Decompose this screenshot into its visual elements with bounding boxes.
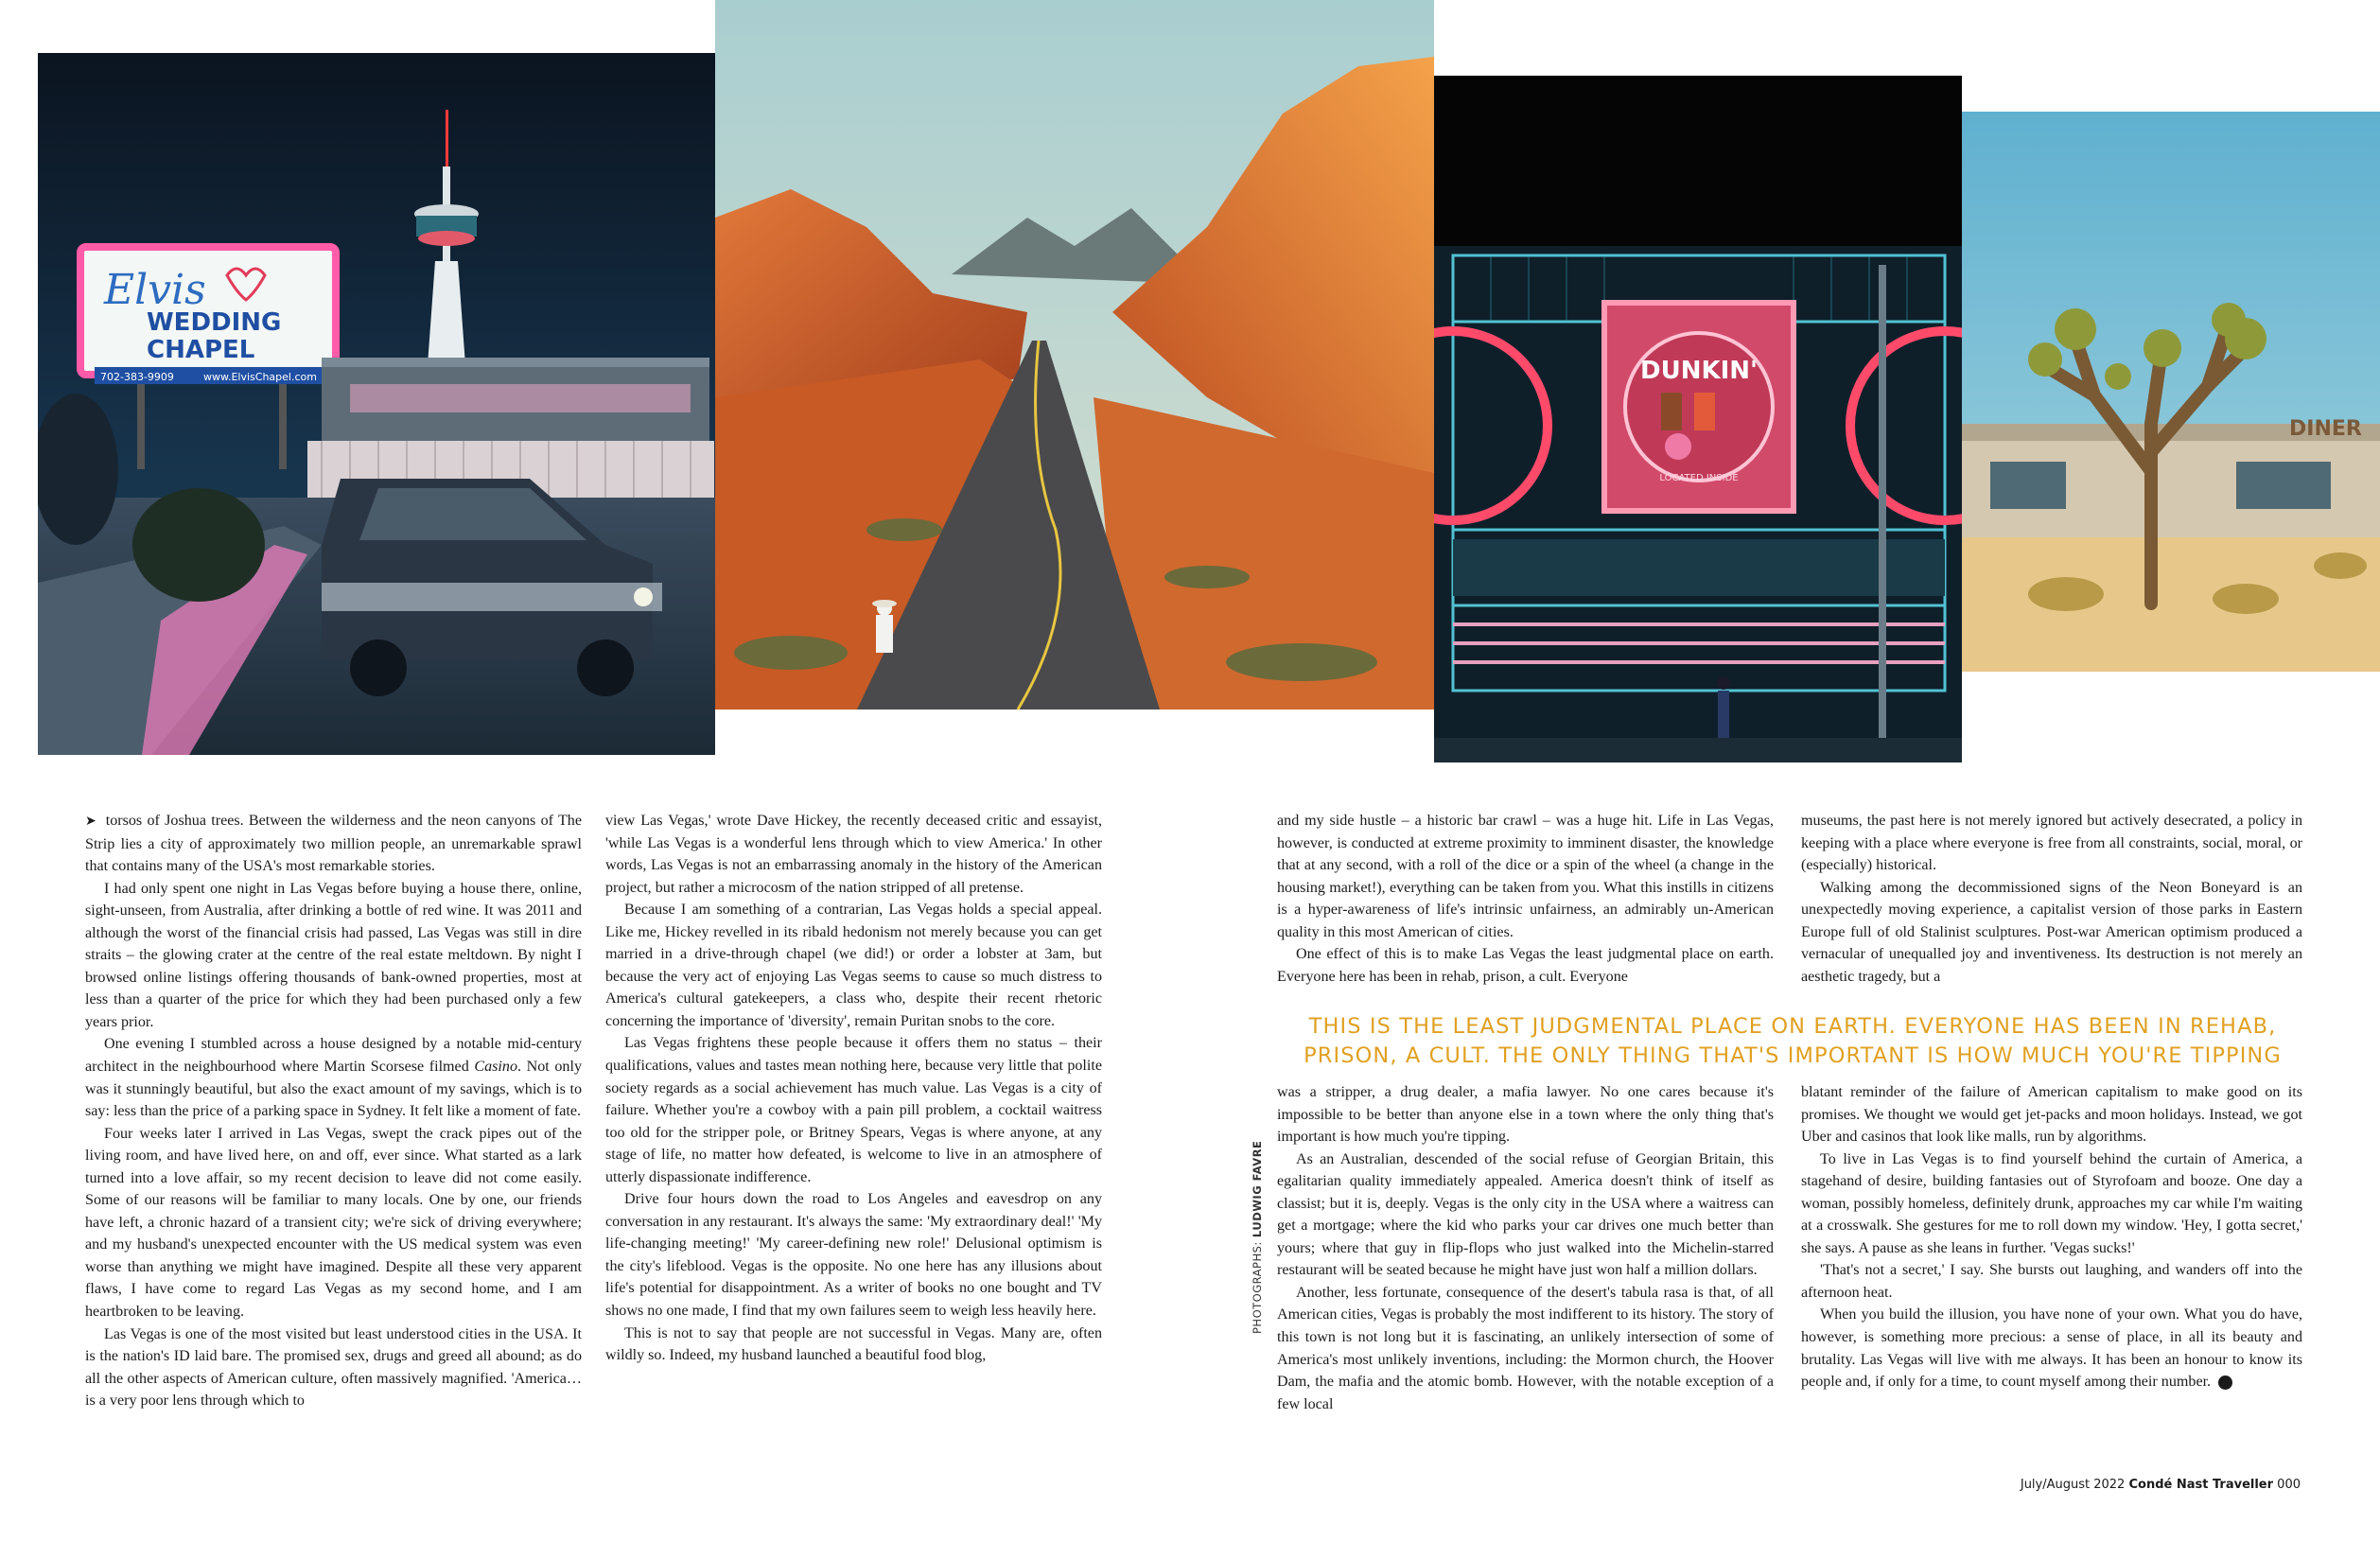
paragraph: and my side hustle – a historic bar crawl – was a huge hit. Life in Las Vegas, however, is conducted at extreme proximity to imminent disaster, the knowledge that at any second, with a roll of the dice or a spin of the wheel (a change in the housing market!), everything can be taken from you. What this instills in citizens is a hyper-awareness of life's intrinsic unfairness, an admirably un-American quality in this most American of cities. (1277, 813, 1774, 940)
chapel-sign-wedding: WEDDING (147, 308, 282, 337)
article-column-2 (605, 810, 1102, 1367)
article-column-1 (85, 810, 582, 1412)
diner-sign-text: DINER (2289, 417, 2362, 441)
paragraph: Drive four hours down the road to Los Angeles and eavesdrop on any conversation in any restaurant. It's always the same: 'My extraordinary deal!' 'My life-changing meeting!' 'My career-defining new role!' Delusional optimism is the city's lifeblood. Vegas is the opposite. No one here has any illusions about life's potential for disappointment. As a writer of books no one bought and TV shows no one made, I find that my own failures seem to weigh less heavily here. (605, 1191, 1102, 1320)
article-column-3-top (1277, 810, 1774, 988)
photo-dunkin-neon (1434, 76, 1962, 762)
folio-date: July/August 2022 (2020, 1478, 2126, 1492)
chapel-sign-chapel: CHAPEL (147, 336, 255, 364)
pull-quote-line-1: THIS IS THE LEAST JUDGMENTAL PLACE ON EARTH. EVERYONE HAS BEEN IN REHAB, (1308, 1014, 2277, 1039)
photo-credit-name: LUDWIG FAVRE (1251, 1140, 1264, 1238)
chapel-sign-web: www.ElvisChapel.com (203, 371, 317, 383)
paragraph: When you build the illusion, you have none of your own. What you do have, however, is something more precious: a sense of place, in all its beauty and brutality. Las Vegas will live with me always. It has been an honour to know its people and, if only for a time, to count myself among their number. T (1801, 1306, 2302, 1391)
paragraph: This is not to say that people are not successful in Vegas. Many are, often wildly so. Indeed, my husband launched a beautiful food blog, (605, 1324, 1102, 1364)
folio-page: 000 (2277, 1478, 2301, 1492)
photo-credit (1251, 1141, 1264, 1334)
paragraph: view Las Vegas,' wrote Dave Hickey, the recently deceased critic and essayist, 'while Las Vegas is a wonderful lens through which to view America.' In other words, Las Vegas is not an embarrassing anomaly in the history of the American project, but rather a microcosm of the nation stripped of all pretense. (605, 813, 1102, 896)
paragraph: Because I am something of a contrarian, Las Vegas holds a special appeal. Like me, Hickey revelled in its ribald hedonism not merely because you can get married in a drive-through chapel (we did!) or order a lobster at 3am, but because the very act of enjoying Las Vegas seems to cause so much distress to America's cultural gatekeepers, a class who, despite their recent rhetoric concerning the importance of 'diversity', remain Puritan snobs to the core. (605, 902, 1102, 1029)
pull-quote-line-2: PRISON, A CULT. THE ONLY THING THAT'S IMPORTANT IS HOW MUCH YOU'RE TIPPING (1304, 1043, 2282, 1068)
pull-quote (1296, 1012, 2289, 1071)
paragraph: museums, the past here is not merely ignored but actively desecrated, a policy in keeping with a place where everyone is free from all constraints, social, moral, or (especially) historical. (1801, 813, 2302, 874)
paragraph: Walking among the decommissioned signs of the Neon Boneyard is an unexpectedly moving experience, a capitalist version of those parks in Eastern Europe full of old Stalinist sculptures. Post-war American optimism produced a vernacular of unequalled joy and inventiveness. Its destruction is not merely an aesthetic tragedy, but a (1801, 879, 2302, 985)
paragraph: Las Vegas frightens these people because it offers them no status – their qualifications, values and tastes mean nothing here, because very little that polite society regards as a social achievement has much value. Las Vegas is a city of failure. Whether you're a cowboy with a pain pill problem, a cocktail waitress too old for the stripper pole, or Britney Spears, Vegas is where anyone, at any stage of life, no matter how defeated, is welcome to live in an atmosphere of utterly dispassionate indifference. (605, 1035, 1102, 1185)
paragraph: ➤ torsos of Joshua trees. Between the wilderness and the neon canyons of The Strip lies a city of approximately two million people, an unremarkable sprawl that contains many of the USA's most remarkable stories. (85, 813, 582, 875)
paragraph: As an Australian, descended of the social refuse of Georgian Britain, this egalitarian quality immediately appealed. America doesn't think of itself as classist; but it is, deeply. Vegas is the only city in the USA where a waitress can get a mortgage; where the kid who parks your car drives one much better than yours; where that guy in flip-flops who just walked into the Michelin-starred restaurant will be seated because he might have just won half a million dollars. (1277, 1150, 1774, 1279)
chapel-sign-phone: 702-383-9909 (100, 371, 174, 383)
paragraph: Another, less fortunate, consequence of the desert's tabula rasa is that, of all American cities, Vegas is probably the most indifferent to its history. The story of this town is not long but it is fascinating, an unlikely intersection of some of America's most unlikely inventions, including: the Mormon church, the Hoover Dam, the mafia and the atomic bomb. However, with the notable exception of a few local (1277, 1284, 1774, 1412)
photo-desert-road (715, 0, 1434, 710)
paragraph: was a stripper, a drug dealer, a mafia lawyer. No one cares because it's impossible to be better than anyone else in a town where the only thing that's important is how much you're tipping. (1277, 1084, 1774, 1146)
paragraph: I had only spent one night in Las Vegas before buying a house there, online, sight-unseen, from Australia, after drinking a bottle of red wine. It was 2011 and although the worst of the financial crisis had passed, Las Vegas was still in dire straits – the glowing crater at the centre of the real estate meltdown. By night I browsed online listings offering thousands of bank-owned properties, most at less than a quarter of the price for which they had been purchased only a few years prior. (85, 880, 582, 1030)
end-mark-icon: T (2218, 1376, 2232, 1390)
paragraph: One evening I stumbled across a house designed by a notable mid-century architect in the neighbourhood where Martin Scorsese filmed Casino. Not only was it stunningly beautiful, but also the exact amount of my savings, which is to say: less than the price of a parking space in Sydney. It felt like a moment of fate. (85, 1036, 583, 1120)
article-column-4-bottom (1801, 1081, 2302, 1393)
folio (2021, 1478, 2301, 1492)
paragraph: One effect of this is to make Las Vegas the least judgmental place on earth. Everyone here has been in rehab, prison, a cult. Everyone (1277, 946, 1774, 985)
dunkin-sign-text: DUNKIN' (1640, 357, 1758, 385)
paragraph: To live in Las Vegas is to find yourself behind the curtain of America, a stagehand of desire, building fantasies out of Styrofoam and booze. One day a woman, possibly homeless, definitely drunk, approaches my car while I'm waiting at a crosswalk. She gestures for me to roll down my window. 'Hey, I gotta secret,' she says. A pause as she leans in further. 'Vegas sucks!' (1801, 1150, 2302, 1256)
film-title: Casino (474, 1059, 517, 1076)
article-column-3-bottom (1277, 1081, 1774, 1415)
photo-joshua-tree-diner (1962, 112, 2380, 672)
chapel-sign-elvis: Elvis (104, 266, 206, 314)
paragraph: Las Vegas is one of the most visited but least understood cities in the USA. It is the nation's ID laid bare. The promised sex, drugs and greed all abound; as do all the other aspects of American culture, often massively magnified. 'America… is a very poor lens through which to (85, 1325, 582, 1410)
paragraph: Four weeks later I arrived in Las Vegas, swept the crack pipes out of the living room, and have lived here, on and off, ever since. What started as a lark turned into a love affair, so my recent decision to leave did not come easily. Some of our reasons will be familiar to many locals. One by one, our friends have left, a chronic hazard of a transient city; we're sick of driving everywhere; and my husband's unexpected encounter with the US medical system was even worse than anything we might have imagined. Despite all these very apparent flaws, I have come to regard Las Vegas as my second home, and I am heartbroken to be leaving. (85, 1125, 582, 1321)
article-column-4-top (1801, 810, 2302, 988)
folio-magazine: Condé Nast Traveller (2128, 1478, 2274, 1492)
dunkin-sign-sub: LOCATED INSIDE (1659, 473, 1739, 483)
paragraph: 'That's not a secret,' I say. She bursts out laughing, and wanders off into the afternoon heat. (1801, 1262, 2302, 1301)
continued-arrow-icon: ➤ (85, 814, 96, 829)
photo-credit-label: PHOTOGRAPHS: (1251, 1241, 1264, 1334)
paragraph: blatant reminder of the failure of American capitalism to make good on its promises. We thought we would get jet-packs and moon holidays. Instead, we got Uber and casinos that look like malls, run by algorithms. (1801, 1084, 2302, 1146)
photo-wedding-chapel (38, 53, 715, 755)
